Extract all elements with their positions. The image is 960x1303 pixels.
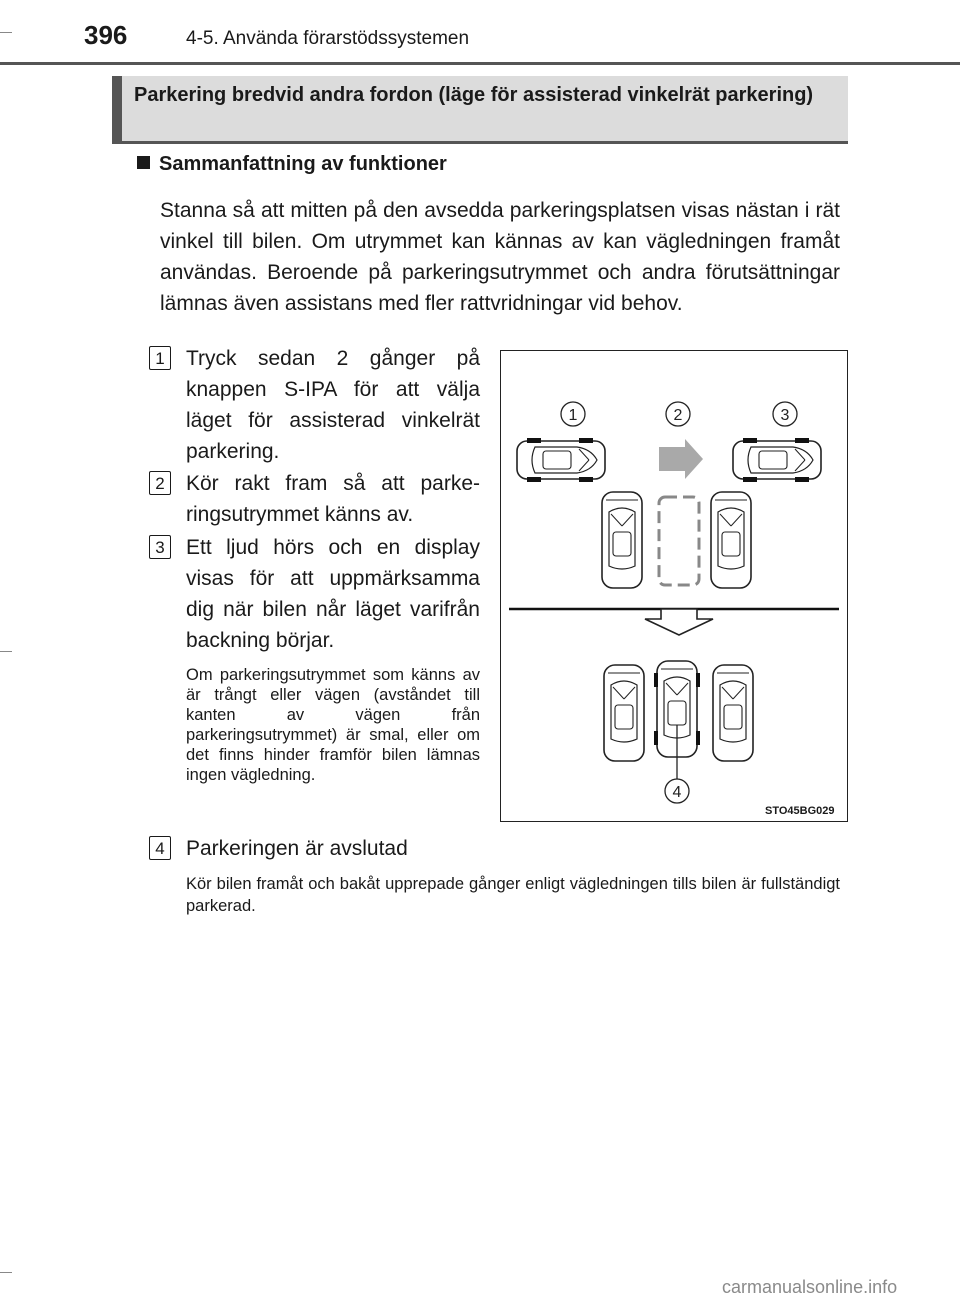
margin-tick (0, 1272, 12, 1273)
step-3-text: Ett ljud hörs och en display visas för att uppmärksamma dig när bilen når läget varifrån backning börjar. (186, 536, 480, 652)
margin-tick (0, 32, 12, 33)
callout-2 (666, 402, 690, 426)
progress-arrow-icon (659, 439, 703, 479)
parked-car-left (602, 492, 642, 588)
final-car-right (713, 665, 753, 761)
watermark: carmanualsonline.info (722, 1277, 898, 1297)
step-3-note: Om parkeringsutrymmet som känns av är trångt eller vägen (avståndet till kanten av vägen från parkeringsutrymmet) är smal, eller om det finns hinder framför bilen lämnas ingen vägledning. (186, 666, 480, 784)
car-end (733, 438, 821, 482)
step-number-4: 4 (149, 836, 171, 860)
step-number-2: 2 (149, 471, 171, 495)
step-4-note: Kör bilen framåt och bakåt upprepade gånger enligt vägledningen tills bilen är fullständigt parkerad. (186, 875, 840, 915)
callout-1 (561, 402, 585, 426)
car-start (517, 438, 605, 482)
callout-3 (773, 402, 797, 426)
summary-heading-text: Sammanfattning av funktioner (159, 153, 447, 175)
svg-text:1: 1 (568, 407, 578, 424)
header-rule (0, 62, 960, 65)
svg-text:4: 4 (672, 784, 682, 801)
summary-heading (137, 153, 447, 176)
square-bullet-icon (137, 156, 150, 169)
step-number-3: 3 (149, 535, 171, 559)
section-heading: Parkering bredvid andra fordon (läge för assisterad vinkelrät parkering) (112, 76, 848, 144)
final-car-left (604, 665, 644, 761)
parking-illustration (500, 350, 848, 822)
margin-tick (0, 651, 12, 652)
chapter-title: 4-5. Använda förarstödssystemen (186, 28, 470, 49)
step-2-text: Kör rakt fram så att parkeringsutrymmet känns av. (186, 472, 480, 526)
page-number: 396 (84, 20, 128, 50)
parking-diagram-svg (501, 351, 846, 820)
down-arrow-icon (645, 609, 713, 635)
svg-text:2: 2 (673, 407, 683, 424)
figure-code: STO45BG029 (765, 805, 835, 817)
callout-4 (665, 779, 689, 803)
svg-text:3: 3 (780, 407, 790, 424)
summary-text: Stanna så att mitten på den avsedda parkeringsplatsen visas nästan i rät vinkel till bilen. Om utrymmet kan kännas av kan vägledningen framåt användas. Beroende på parkeringsutrymmet och andra förutsättningar lämnas även assistans med fler rattvridningar vid behov. (160, 199, 840, 315)
step-4-text: Parkeringen är avslutad (186, 837, 408, 860)
step-1-text: Tryck sedan 2 gånger på knappen S-IPA för att välja läget för assisterad vinkelrät parkering. (186, 347, 480, 463)
target-space-outline (659, 497, 699, 585)
parked-car-right (711, 492, 751, 588)
step-number-1: 1 (149, 346, 171, 370)
